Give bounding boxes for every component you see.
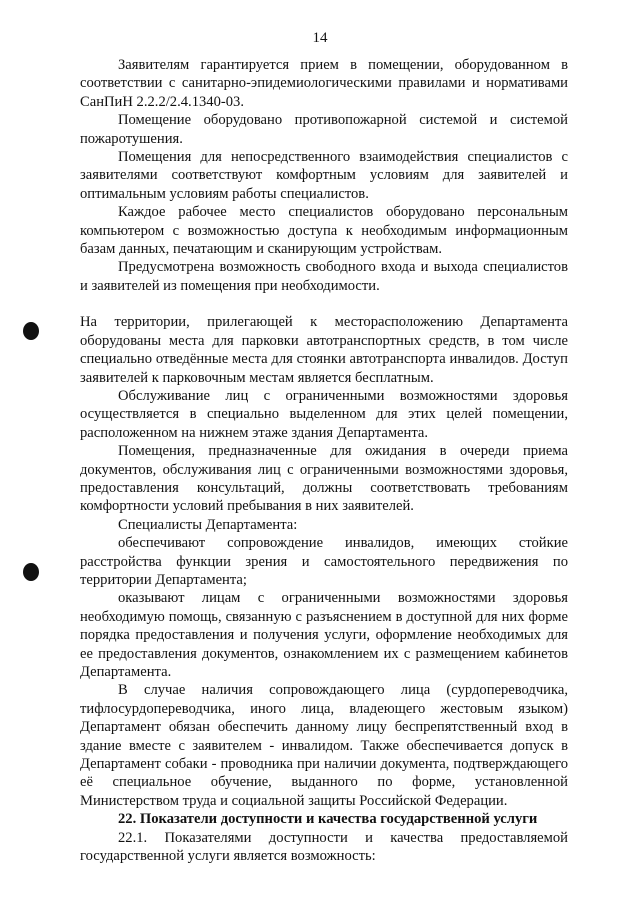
paragraph: Помещение оборудовано противопожарной системой и системой пожаротушения. (80, 112, 568, 147)
paragraph: обеспечивают сопровождение инвалидов, имеющих стойкие расстройства функции зрения и самостоятельного передвижения по территории Департамента; (80, 535, 568, 588)
paragraph-gap (80, 295, 568, 313)
page-number: 14 (312, 30, 328, 46)
paragraph: Заявителям гарантируется прием в помещении, оборудованном в соответствии с санитарно-эпидемиологическими правилами и нормативами СанПиН 2.2.2/2.4.1340-03. (80, 57, 568, 110)
paragraph: Каждое рабочее место специалистов оборудовано персональным компьютером с возможностью доступа к необходимым информационным базам данных, печатающим и сканирующим устройствам. (80, 204, 568, 258)
paragraph: На территории, прилегающей к месторасположению Департамента оборудованы места для парковки автотранспортных средств, в том числе специально отведённые места для стоянки автотранспорта инвалидов. Доступ заявителей к парковочным местам является бесплатным. (80, 314, 568, 386)
paragraph: 22.1. Показателями доступности и качества предоставляемой государственной услуги является возможность: (80, 829, 568, 865)
document-body (80, 56, 568, 865)
paragraph: Помещения, предназначенные для ожидания в очереди приема документов, обслуживания лиц с ограниченными возможностями здоровья, предоставления консультаций, должны соответствовать требованиям комфортности условий пребывания в них заявителей. (80, 443, 568, 515)
paragraph: Предусмотрена возможность свободного входа и выхода специалистов и заявителей из помещения при необходимости. (80, 259, 568, 294)
section-heading: 22. Показатели доступности и качества государственной услуги (118, 811, 538, 828)
paragraph: В случае наличия сопровождающего лица (сурдопереводчика, тифлосурдопереводчика, иного лица, владеющего жестовым языком) Департамент обязан обеспечить данному лицу беспрепятственный вход в здание вместе с заявителем - инвалидом. Также обеспечивается допуск в Департамент собаки - проводника при наличии документа, подтверждающего её специальное обучение, выданного по форме, установленной Министерством труда и социальной защиты Российской Федерации. (80, 682, 568, 809)
paragraph: Специалисты Департамента: (118, 516, 298, 533)
paragraph: Обслуживание лиц с ограниченными возможностями здоровья осуществляется в специально выделенном для этих целей помещении, расположенном на нижнем этаже здания Департамента. (80, 387, 568, 441)
punch-hole-mark (23, 322, 39, 340)
punch-hole-mark (23, 563, 39, 581)
paragraph: оказывают лицам с ограниченными возможностями здоровья необходимую помощь, связанную с разъяснением в доступной для них форме порядка предоставления и получения услуги, оформление необходимых для ее предоставления документов, ознакомлением их с размещением кабинетов Департамента. (80, 590, 568, 680)
paragraph: Помещения для непосредственного взаимодействия специалистов с заявителями соответствуют комфортным условиям для заявителей и оптимальным условиям работы специалистов. (80, 149, 568, 202)
